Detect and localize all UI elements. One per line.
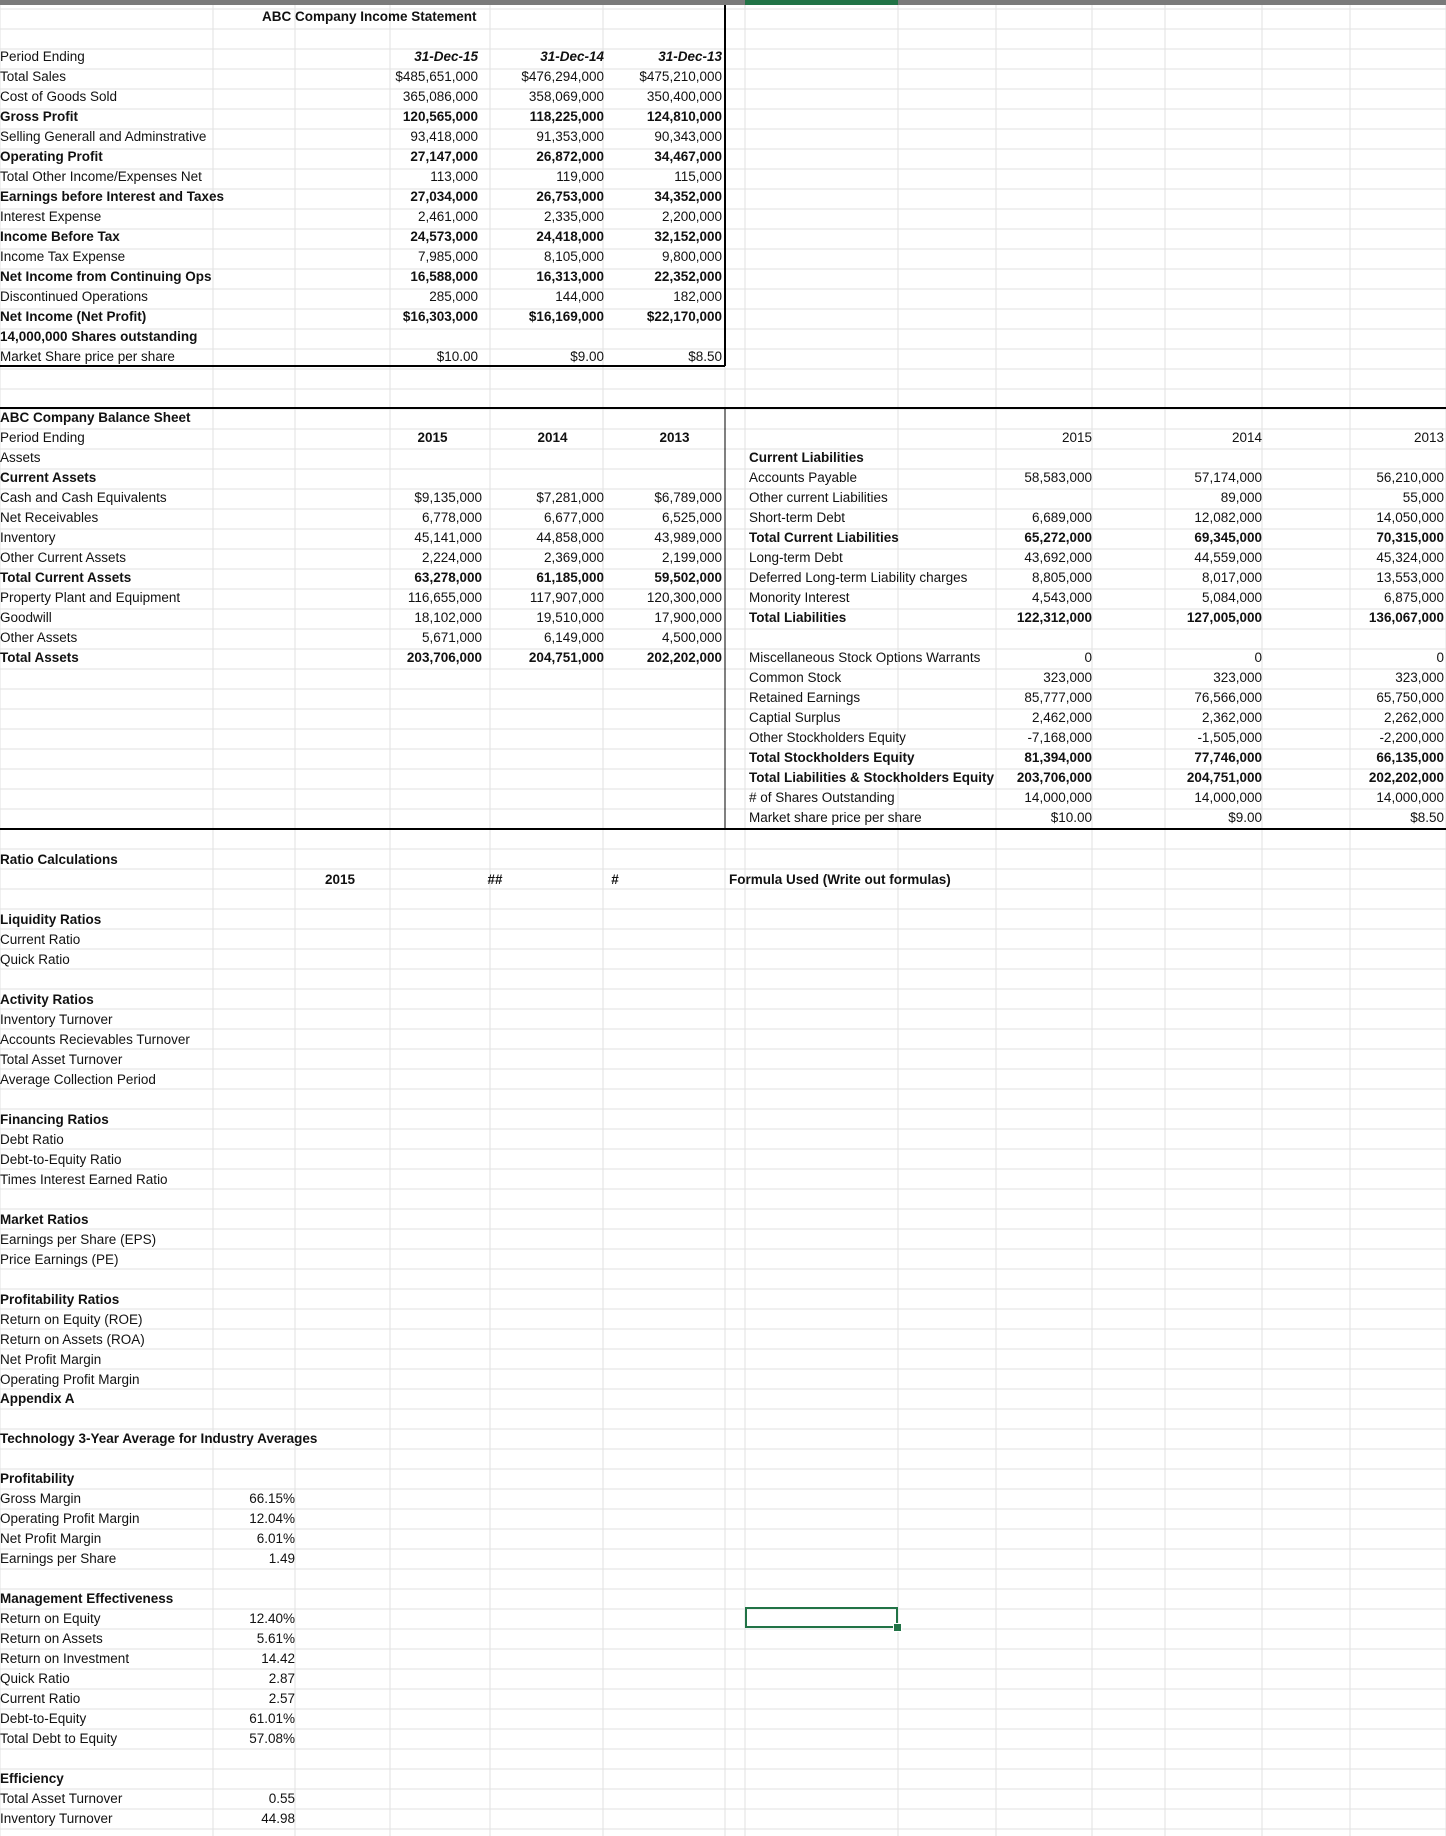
asset-value-2014 — [494, 449, 604, 467]
asset-row-label-total-current-assets: Total Current Assets — [0, 570, 132, 585]
appendix-value: 12.40% — [249, 1611, 295, 1626]
income-row-label-net-income-from-continuing-ops: Net Income from Continuing Ops — [0, 269, 212, 284]
liability-row-label-current-liabilities: Current Liabilities — [749, 450, 864, 465]
liability-value-2013: 66,135,000 — [1376, 750, 1444, 765]
income-row-label-cost-of-goods-sold: Cost of Goods Sold — [0, 89, 118, 104]
income-value-2014: $16,169,000 — [528, 309, 604, 324]
asset-row-label-property-plant-and-equipment: Property Plant and Equipment — [0, 590, 181, 605]
income-row-label-earnings-before-interest-and-taxes: Earnings before Interest and Taxes — [0, 189, 225, 204]
asset-value-2013: 202,202,000 — [646, 650, 722, 665]
asset-row-label-goodwill: Goodwill — [0, 610, 52, 625]
asset-row-label-cash-and-cash-equivalents: Cash and Cash Equivalents — [0, 490, 167, 505]
liability-row-label-miscellaneous-stock-options-warrants: Miscellaneous Stock Options Warrants — [749, 650, 981, 665]
liability-row-label-total-liabilities: Total Liabilities — [749, 610, 847, 625]
income-row-label-market-share-price-per-share: Market Share price per share — [0, 349, 175, 364]
liability-value-2013: 323,000 — [1395, 670, 1444, 685]
income-statement-title: ABC Company Income Statement — [262, 9, 477, 24]
liability-value-2014: 14,000,000 — [1194, 790, 1262, 805]
liab-year-2014: 2014 — [1231, 430, 1262, 445]
liability-row-label-of-shares-outstanding: # of Shares Outstanding — [749, 790, 895, 805]
appendix-group-efficiency: Efficiency — [0, 1771, 64, 1786]
income-value-2015: 285,000 — [429, 289, 478, 304]
income-value-2015: $16,303,000 — [402, 309, 478, 324]
liability-value-2015 — [980, 629, 1092, 647]
income-value-2013: 182,000 — [673, 289, 722, 304]
appendix-value: 2.57 — [268, 1691, 295, 1706]
appendix-subtitle: Technology 3-Year Average for Industry Averages — [0, 1431, 318, 1446]
ratio-section-financing-ratios: Financing Ratios — [0, 1112, 109, 1127]
ratio-item-current-ratio: Current Ratio — [0, 932, 81, 947]
income-value-2013: 32,152,000 — [654, 229, 722, 244]
liability-value-2015: 6,689,000 — [1031, 510, 1092, 525]
income-value-2013: 124,810,000 — [646, 109, 722, 124]
income-value-2013: 31-Dec-13 — [658, 49, 722, 64]
asset-value-2014: 19,510,000 — [536, 610, 604, 625]
asset-value-2015 — [370, 449, 482, 467]
liability-value-2015: 4,543,000 — [1031, 590, 1092, 605]
asset-value-2014: $7,281,000 — [536, 490, 604, 505]
balance-year-2015: 2015 — [417, 430, 448, 445]
asset-value-2015: $9,135,000 — [414, 490, 482, 505]
asset-row-label-assets: Assets — [0, 450, 41, 465]
liability-value-2015 — [980, 449, 1092, 467]
appendix-item-gross-margin: Gross Margin — [0, 1491, 82, 1506]
income-row-label-net-income-net-profit: Net Income (Net Profit) — [0, 309, 147, 324]
appendix-item-total-debt-to-equity: Total Debt to Equity — [0, 1731, 118, 1746]
income-value-2013: $22,170,000 — [646, 309, 722, 324]
liability-row-label-deferred-long-term-liability-charges: Deferred Long-term Liability charges — [749, 570, 968, 585]
ratio-item-total-asset-turnover: Total Asset Turnover — [0, 1052, 123, 1067]
ratio-item-accounts-recievables-turnover: Accounts Recievables Turnover — [0, 1032, 190, 1047]
liability-value-2014: 0 — [1254, 650, 1262, 665]
liability-value-2015: 14,000,000 — [1024, 790, 1092, 805]
liability-value-2013: 56,210,000 — [1376, 470, 1444, 485]
asset-value-2013: 2,199,000 — [661, 550, 722, 565]
income-row-label-operating-profit: Operating Profit — [0, 149, 103, 164]
ratio-col-2015: 2015 — [324, 872, 356, 887]
income-value-2014: 358,069,000 — [528, 89, 604, 104]
liability-value-2014: 204,751,000 — [1186, 770, 1262, 785]
appendix-item-earnings-per-share: Earnings per Share — [0, 1551, 117, 1566]
appendix-item-return-on-assets: Return on Assets — [0, 1631, 103, 1646]
liability-value-2015: $10.00 — [1050, 810, 1092, 825]
ratio-item-quick-ratio: Quick Ratio — [0, 952, 70, 967]
ratio-col-2013: # — [611, 872, 619, 887]
liability-value-2014: 5,084,000 — [1201, 590, 1262, 605]
asset-value-2014: 61,185,000 — [536, 570, 604, 585]
ratio-section-liquidity-ratios: Liquidity Ratios — [0, 912, 102, 927]
income-value-2013: 34,467,000 — [654, 149, 722, 164]
appendix-value: 0.55 — [268, 1791, 295, 1806]
liability-value-2014: 89,000 — [1220, 490, 1262, 505]
asset-row-label-total-assets: Total Assets — [0, 650, 79, 665]
liability-value-2015 — [980, 489, 1092, 507]
liability-value-2014: 127,005,000 — [1186, 610, 1262, 625]
liability-value-2014: 77,746,000 — [1194, 750, 1262, 765]
ratio-section-market-ratios: Market Ratios — [0, 1212, 89, 1227]
appendix-value: 12.04% — [249, 1511, 295, 1526]
asset-value-2014: 117,907,000 — [529, 590, 604, 605]
asset-value-2015: 116,655,000 — [407, 590, 482, 605]
liability-value-2015: 81,394,000 — [1024, 750, 1092, 765]
income-row-label-total-sales: Total Sales — [0, 69, 67, 84]
liability-value-2014: -1,505,000 — [1197, 730, 1262, 745]
liability-value-2013: -2,200,000 — [1379, 730, 1444, 745]
liability-value-2013: 70,315,000 — [1376, 530, 1444, 545]
asset-value-2015: 45,141,000 — [414, 530, 482, 545]
income-value-2014: 24,418,000 — [536, 229, 604, 244]
appendix-item-operating-profit-margin: Operating Profit Margin — [0, 1511, 140, 1526]
liability-row-label-long-term-debt: Long-term Debt — [749, 550, 843, 565]
liability-value-2015: 203,706,000 — [1016, 770, 1092, 785]
income-value-2014: 26,753,000 — [536, 189, 604, 204]
liability-value-2013: 45,324,000 — [1376, 550, 1444, 565]
ratio-item-inventory-turnover: Inventory Turnover — [0, 1012, 113, 1027]
appendix-value: 66.15% — [249, 1491, 295, 1506]
balance-sheet-title: ABC Company Balance Sheet — [0, 410, 191, 425]
fill-handle[interactable] — [893, 1623, 902, 1632]
income-value-2014: $9.00 — [570, 349, 604, 364]
ratio-item-net-profit-margin: Net Profit Margin — [0, 1352, 102, 1367]
liability-value-2015: 0 — [1084, 650, 1092, 665]
ratio-item-return-on-assets-roa: Return on Assets (ROA) — [0, 1332, 145, 1347]
income-row-label-selling-generall-and-adminstrative: Selling Generall and Adminstrative — [0, 129, 207, 144]
income-value-2013 — [612, 328, 722, 346]
income-value-2015: $485,651,000 — [395, 69, 478, 84]
liability-value-2014: $9.00 — [1228, 810, 1262, 825]
liability-value-2014: 2,362,000 — [1201, 710, 1262, 725]
asset-value-2013: 17,900,000 — [654, 610, 722, 625]
liability-value-2013: 14,050,000 — [1376, 510, 1444, 525]
ratio-item-average-collection-period: Average Collection Period — [0, 1072, 156, 1087]
appendix-group-management-effectiveness: Management Effectiveness — [0, 1591, 174, 1606]
ratio-item-times-interest-earned-ratio: Times Interest Earned Ratio — [0, 1172, 168, 1187]
asset-row-label-other-assets: Other Assets — [0, 630, 78, 645]
asset-value-2015: 63,278,000 — [414, 570, 482, 585]
income-row-label-income-before-tax: Income Before Tax — [0, 229, 120, 244]
ratio-section-profitability-ratios: Profitability Ratios — [0, 1292, 120, 1307]
asset-value-2014: 6,149,000 — [543, 630, 604, 645]
income-value-2013: 350,400,000 — [646, 89, 722, 104]
ratio-item-earnings-per-share-eps: Earnings per Share (EPS) — [0, 1232, 157, 1247]
liability-value-2014: 69,345,000 — [1194, 530, 1262, 545]
liab-year-2015: 2015 — [1061, 430, 1092, 445]
asset-value-2015: 203,706,000 — [406, 650, 482, 665]
income-value-2015: 31-Dec-15 — [414, 49, 478, 64]
appendix-value: 2.87 — [268, 1671, 295, 1686]
income-value-2015 — [370, 328, 478, 346]
liability-value-2014: 44,559,000 — [1194, 550, 1262, 565]
income-value-2014 — [494, 328, 604, 346]
liability-value-2015: 58,583,000 — [1024, 470, 1092, 485]
income-value-2013: 22,352,000 — [654, 269, 722, 284]
liability-row-label-retained-earnings: Retained Earnings — [749, 690, 861, 705]
income-row-label-interest-expense: Interest Expense — [0, 209, 102, 224]
appendix-item-inventory-turnover: Inventory Turnover — [0, 1811, 113, 1826]
ratio-section-activity-ratios: Activity Ratios — [0, 992, 94, 1007]
liability-value-2013: 202,202,000 — [1368, 770, 1444, 785]
income-value-2014: 31-Dec-14 — [540, 49, 604, 64]
income-value-2014: 118,225,000 — [529, 109, 604, 124]
balance-period-label: Period Ending — [0, 430, 85, 445]
liability-value-2013: 2,262,000 — [1383, 710, 1444, 725]
appendix-value: 61.01% — [249, 1711, 295, 1726]
asset-value-2015: 18,102,000 — [414, 610, 482, 625]
column-header-strip — [0, 0, 1446, 5]
asset-value-2015: 2,224,000 — [421, 550, 482, 565]
asset-value-2013: 4,500,000 — [661, 630, 722, 645]
liability-value-2013 — [1330, 629, 1444, 647]
income-value-2013: 9,800,000 — [661, 249, 722, 264]
income-value-2013: $475,210,000 — [639, 69, 722, 84]
asset-value-2013: 120,300,000 — [646, 590, 722, 605]
asset-value-2014: 44,858,000 — [536, 530, 604, 545]
liability-row-label-total-stockholders-equity: Total Stockholders Equity — [749, 750, 915, 765]
liability-value-2013: 13,553,000 — [1376, 570, 1444, 585]
income-row-label-14-000-000-shares-outstanding: 14,000,000 Shares outstanding — [0, 329, 198, 344]
liability-row-label-market-share-price-per-share: Market share price per share — [749, 810, 922, 825]
liability-value-2015: 65,272,000 — [1024, 530, 1092, 545]
liability-value-2013: 136,067,000 — [1368, 610, 1444, 625]
ratio-calculations-title: Ratio Calculations — [0, 852, 118, 867]
liability-row-label-accounts-payable: Accounts Payable — [749, 470, 858, 485]
asset-value-2014: 6,677,000 — [543, 510, 604, 525]
liability-value-2014: 57,174,000 — [1194, 470, 1262, 485]
liability-row-label-common-stock: Common Stock — [749, 670, 842, 685]
asset-row-label-net-receivables: Net Receivables — [0, 510, 99, 525]
liability-value-2015: 43,692,000 — [1024, 550, 1092, 565]
liability-value-2015: 8,805,000 — [1031, 570, 1092, 585]
ratio-item-price-earnings-pe: Price Earnings (PE) — [0, 1252, 119, 1267]
asset-value-2013: $6,789,000 — [654, 490, 722, 505]
income-value-2014: 16,313,000 — [536, 269, 604, 284]
appendix-value: 57.08% — [249, 1731, 295, 1746]
asset-value-2013 — [612, 449, 722, 467]
income-row-label-period-ending: Period Ending — [0, 49, 85, 64]
income-value-2015: $10.00 — [436, 349, 478, 364]
appendix-item-return-on-equity: Return on Equity — [0, 1611, 101, 1626]
liability-value-2014: 12,082,000 — [1194, 510, 1262, 525]
income-row-label-discontinued-operations: Discontinued Operations — [0, 289, 148, 304]
appendix-value: 1.49 — [268, 1551, 295, 1566]
ratio-item-debt-ratio: Debt Ratio — [0, 1132, 64, 1147]
liability-row-label-monority-interest: Monority Interest — [749, 590, 850, 605]
income-row-label-total-other-income-expenses-net: Total Other Income/Expenses Net — [0, 169, 202, 184]
liability-value-2013: 55,000 — [1402, 490, 1444, 505]
income-value-2015: 27,147,000 — [410, 149, 478, 164]
income-value-2013: 90,343,000 — [654, 129, 722, 144]
liability-value-2015: -7,168,000 — [1027, 730, 1092, 745]
income-value-2014: 144,000 — [555, 289, 604, 304]
selected-column-indicator — [745, 0, 898, 5]
liability-row-label-total-liabilities-stockholders-equity: Total Liabilities & Stockholders Equity — [749, 770, 995, 785]
ratio-item-return-on-equity-roe: Return on Equity (ROE) — [0, 1312, 143, 1327]
asset-row-label-current-assets: Current Assets — [0, 470, 97, 485]
appendix-item-current-ratio: Current Ratio — [0, 1691, 81, 1706]
liability-value-2013 — [1330, 449, 1444, 467]
appendix-title: Appendix A — [0, 1391, 75, 1406]
liability-value-2015: 85,777,000 — [1024, 690, 1092, 705]
income-value-2014: 26,872,000 — [536, 149, 604, 164]
liability-value-2015: 2,462,000 — [1031, 710, 1092, 725]
asset-row-label-other-current-assets: Other Current Assets — [0, 550, 127, 565]
income-value-2013: 34,352,000 — [654, 189, 722, 204]
asset-value-2015 — [370, 469, 482, 487]
asset-value-2013: 59,502,000 — [654, 570, 722, 585]
income-value-2014: 91,353,000 — [536, 129, 604, 144]
liability-value-2013: 6,875,000 — [1383, 590, 1444, 605]
appendix-item-net-profit-margin: Net Profit Margin — [0, 1531, 102, 1546]
liability-row-label-total-current-liabilities: Total Current Liabilities — [749, 530, 899, 545]
asset-value-2015: 5,671,000 — [421, 630, 482, 645]
liability-row-label-short-term-debt: Short-term Debt — [749, 510, 846, 525]
asset-row-label-inventory: Inventory — [0, 530, 56, 545]
liability-value-2013: 0 — [1436, 650, 1444, 665]
income-value-2015: 27,034,000 — [410, 189, 478, 204]
liability-row-label-captial-surplus: Captial Surplus — [749, 710, 841, 725]
ratio-item-debt-to-equity-ratio: Debt-to-Equity Ratio — [0, 1152, 122, 1167]
asset-value-2013: 6,525,000 — [661, 510, 722, 525]
liability-value-2013: 14,000,000 — [1376, 790, 1444, 805]
appendix-item-debt-to-equity: Debt-to-Equity — [0, 1711, 87, 1726]
liability-value-2014: 323,000 — [1213, 670, 1262, 685]
income-value-2014: $476,294,000 — [521, 69, 604, 84]
appendix-value: 5.61% — [256, 1631, 295, 1646]
liability-value-2014: 8,017,000 — [1201, 570, 1262, 585]
asset-value-2013: 43,989,000 — [654, 530, 722, 545]
liability-value-2013: 65,750,000 — [1376, 690, 1444, 705]
appendix-item-return-on-investment: Return on Investment — [0, 1651, 130, 1666]
liability-value-2014 — [1150, 449, 1262, 467]
income-value-2015: 2,461,000 — [417, 209, 478, 224]
income-row-label-income-tax-expense: Income Tax Expense — [0, 249, 126, 264]
balance-year-2014: 2014 — [537, 430, 568, 445]
appendix-group-profitability: Profitability — [0, 1471, 75, 1486]
income-value-2015: 365,086,000 — [402, 89, 478, 104]
income-value-2015: 93,418,000 — [410, 129, 478, 144]
income-value-2013: 2,200,000 — [661, 209, 722, 224]
appendix-value: 44.98 — [261, 1811, 295, 1826]
income-value-2014: 119,000 — [556, 169, 604, 184]
income-value-2014: 2,335,000 — [543, 209, 604, 224]
liability-value-2014 — [1150, 629, 1262, 647]
appendix-item-total-asset-turnover: Total Asset Turnover — [0, 1791, 123, 1806]
liability-row-label-other-current-liabilities: Other current Liabilities — [749, 490, 888, 505]
liab-year-2013: 2013 — [1413, 430, 1444, 445]
income-value-2015: 120,565,000 — [402, 109, 478, 124]
liability-value-2015: 122,312,000 — [1016, 610, 1092, 625]
income-value-2015: 7,985,000 — [417, 249, 478, 264]
income-value-2015: 113,000 — [430, 169, 478, 184]
asset-value-2014: 2,369,000 — [543, 550, 604, 565]
formula-header: Formula Used (Write out formulas) — [729, 872, 951, 887]
ratio-item-operating-profit-margin: Operating Profit Margin — [0, 1372, 140, 1387]
asset-value-2015: 6,778,000 — [421, 510, 482, 525]
active-cell-selection[interactable] — [745, 1607, 898, 1628]
asset-value-2014 — [494, 469, 604, 487]
income-value-2014: 8,105,000 — [543, 249, 604, 264]
income-value-2013: 115,000 — [674, 169, 722, 184]
liability-value-2013: $8.50 — [1410, 810, 1444, 825]
appendix-value: 14.42 — [261, 1651, 295, 1666]
appendix-item-quick-ratio: Quick Ratio — [0, 1671, 70, 1686]
income-value-2015: 16,588,000 — [410, 269, 478, 284]
asset-value-2014: 204,751,000 — [528, 650, 604, 665]
liability-value-2015: 323,000 — [1043, 670, 1092, 685]
liability-row-label-other-stockholders-equity: Other Stockholders Equity — [749, 730, 906, 745]
appendix-value: 6.01% — [256, 1531, 295, 1546]
balance-year-2013: 2013 — [659, 430, 690, 445]
liability-value-2014: 76,566,000 — [1194, 690, 1262, 705]
income-value-2015: 24,573,000 — [410, 229, 478, 244]
asset-value-2013 — [612, 469, 722, 487]
income-value-2013: $8.50 — [688, 349, 722, 364]
ratio-col-2014: ## — [487, 872, 503, 887]
income-row-label-gross-profit: Gross Profit — [0, 109, 79, 124]
